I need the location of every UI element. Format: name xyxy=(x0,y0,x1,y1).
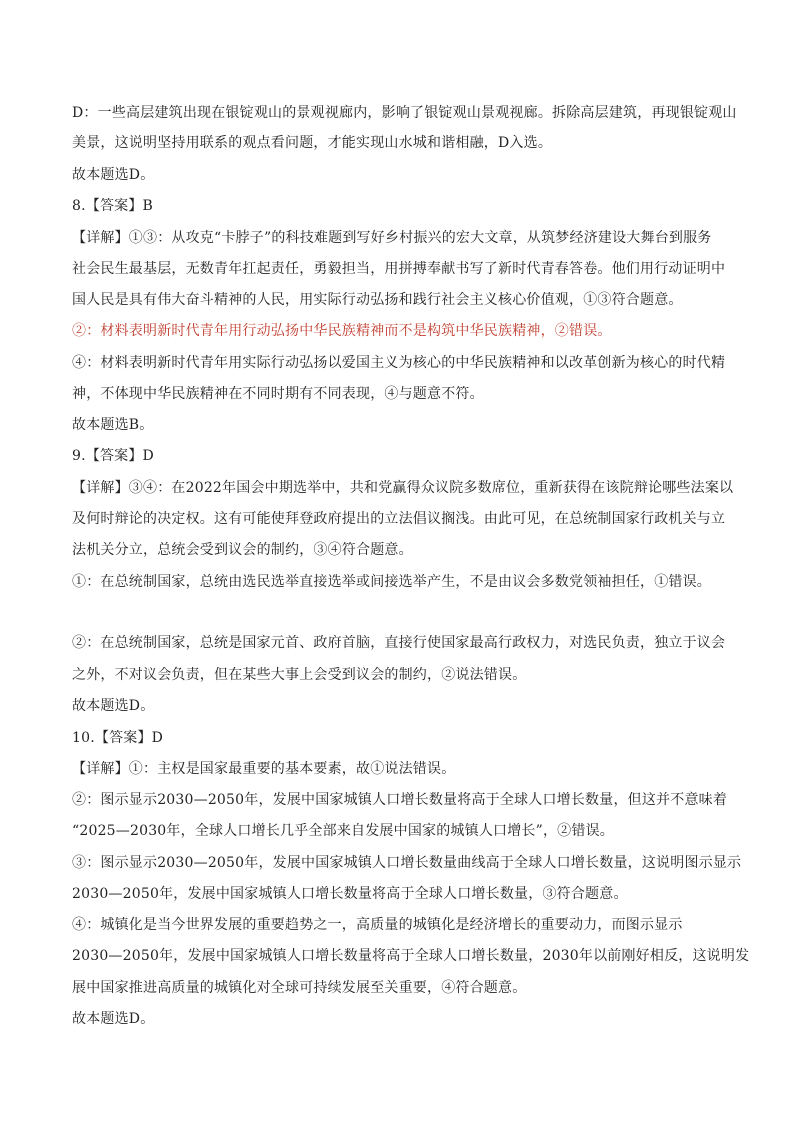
text-line: 法机关分立，总统会受到议会的制约，③④符合题意。 xyxy=(72,542,413,558)
text-line: 之外，不对议会负责，但在某些大事上会受到议会的制约，②说法错误。 xyxy=(72,667,527,683)
text-line: 2030—2050年，发展中国家城镇人口增长数量将高于全球人口增长数量，2030年以前刚好相反，这说明发 xyxy=(72,948,750,964)
text-line: 故本题选D。 xyxy=(72,698,155,714)
text-line: 故本题选D。 xyxy=(72,1011,155,1027)
text-line: 社会民生最基层，无数青年扛起责任，勇毅担当，用拼搏奉献书写了新时代青春答卷。他们用行动证明中 xyxy=(72,261,726,277)
answer-heading: 8.【答案】B xyxy=(72,198,154,214)
text-line: 【详解】①③：从攻克“卡脖子”的科技难题到写好乡村振兴的宏大文章，从筑梦经济建设大舞台到服务 xyxy=(72,230,712,246)
text-line: 展中国家推进高质量的城镇化对全球可持续发展至关重要，④符合题意。 xyxy=(72,980,527,996)
text-line: 神，不体现中华民族精神在不同时期有不同表现，④与题意不符。 xyxy=(72,386,484,402)
text-line: ②：在总统制国家，总统是国家元首、政府首脑，直接行使国家最高行政权力，对选民负责，独立于议会 xyxy=(72,635,726,651)
text-line: 故本题选D。 xyxy=(72,167,155,183)
text-line: 【详解】①：主权是国家最重要的基本要素，故①说法错误。 xyxy=(72,761,456,777)
text-line: ④：材料表明新时代青年用实际行动弘扬以爱国主义为核心的中华民族精神和以改革创新为核心的时代精 xyxy=(72,355,726,371)
highlighted-line: ②：材料表明新时代青年用行动弘扬中华民族精神而不是构筑中华民族精神，②错误。 xyxy=(72,323,612,339)
text-line: 及何时辩论的决定权。这有可能使拜登政府提出的立法倡议搁浅。由此可见，在总统制国家行政机关与立 xyxy=(72,511,726,527)
text-line: ④：城镇化是当今世界发展的重要趋势之一，高质量的城镇化是经济增长的重要动力，而图示显示 xyxy=(72,917,683,933)
answer-heading: 9.【答案】D xyxy=(72,448,154,464)
text-line: 国人民是具有伟大奋斗精神的人民，用实际行动弘扬和践行社会主义核心价值观，①③符合题意。 xyxy=(72,292,683,308)
text-line: 美景，这说明坚持用联系的观点看问题，才能实现山水城和谐相融，D入选。 xyxy=(72,135,553,151)
text-line: ①：在总统制国家，总统由选民选举直接选举或间接选举产生，不是由议会多数党领袖担任，①错误。 xyxy=(72,574,711,590)
text-line: 2030—2050年，发展中国家城镇人口增长数量将高于全球人口增长数量，③符合题意。 xyxy=(72,886,628,902)
text-line: ②：图示显示2030—2050年，发展中国家城镇人口增长数量将高于全球人口增长数量，但这并不意味着 xyxy=(72,792,728,808)
text-line: 【详解】③④：在2022年国会中期选举中，共和党赢得众议院多数席位，重新获得在该院辩论哪些法案以 xyxy=(72,480,734,496)
text-line: 故本题选B。 xyxy=(72,417,154,433)
text-line: D：一些高层建筑出现在银锭观山的景观视廊内，影响了银锭观山景观视廊。拆除高层建筑，再现银锭观山 xyxy=(72,105,737,121)
text-line: ③：图示显示2030—2050年，发展中国家城镇人口增长数量曲线高于全球人口增长数量，这说明图示显示 xyxy=(72,855,742,871)
text-line: “2025—2030年，全球人口增长几乎全部来自发展中国家的城镇人口增长”，②错误。 xyxy=(72,823,614,839)
answer-heading: 10.【答案】D xyxy=(72,730,164,746)
